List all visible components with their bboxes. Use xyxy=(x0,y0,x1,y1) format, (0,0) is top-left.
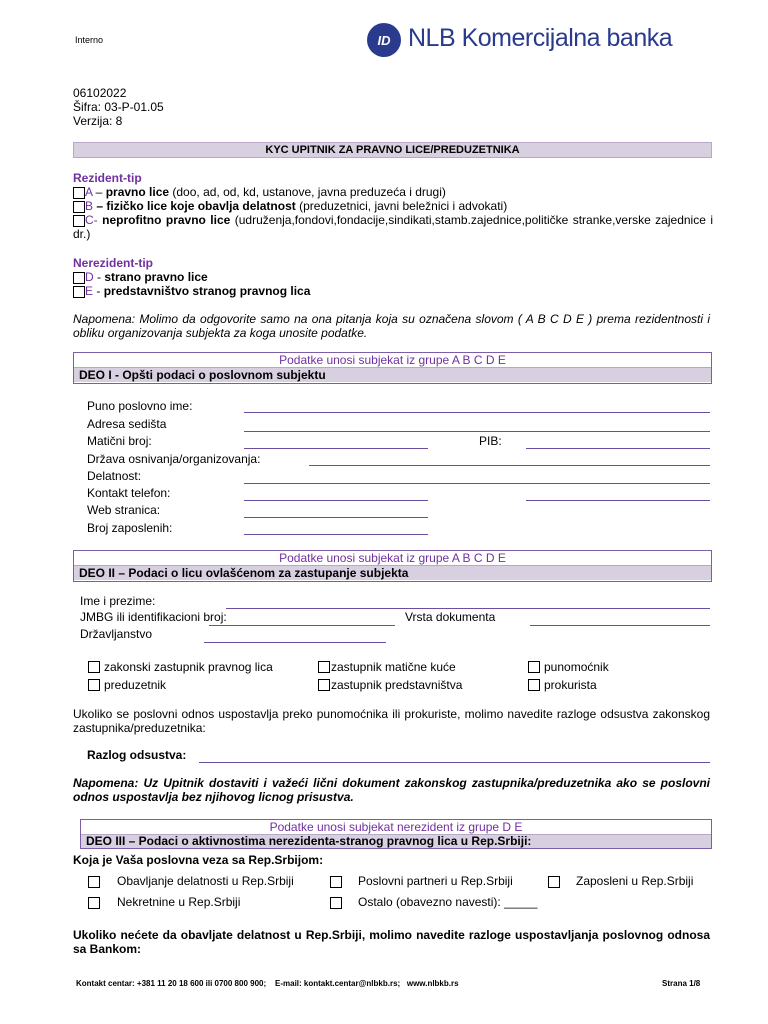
checkbox-c[interactable] xyxy=(73,215,85,227)
label-country: Država osnivanja/organizovanja: xyxy=(87,452,261,466)
checkbox-proxy[interactable] xyxy=(528,661,540,673)
note-respond: Napomena: Molimo da odgovorite samo na ona pitanja koja su označena slovom ( A B C D E ) prema rezidentnosti i obliku organizovanja subjekta za koga unosite podatke. xyxy=(73,312,710,340)
label-absence-reason: Razlog odsustva: xyxy=(87,748,187,762)
section1-box xyxy=(73,352,712,384)
closing-question: Ukoliko nećete da obavljate delatnost u Rep.Srbiji, molimo navedite razloge uspostavljanja poslovnog odnosa sa Bankom: xyxy=(73,928,710,956)
input-person-name[interactable] xyxy=(226,608,710,609)
label-doc-type: Vrsta dokumenta xyxy=(405,610,496,624)
form-title: KYC UPITNIK ZA PRAVNO LICE/PREDUZETNIKA xyxy=(73,142,712,158)
label-phone: Kontakt telefon: xyxy=(87,486,171,500)
label-partners-serbia: Poslovni partneri u Rep.Srbiji xyxy=(358,874,513,888)
input-employees[interactable] xyxy=(244,534,428,535)
bank-name: NLB Komercijalna banka xyxy=(408,24,673,52)
doc-date: 06102022 xyxy=(73,86,127,100)
nonresident-option-e[interactable]: E - predstavništvo stranog pravnog lica xyxy=(73,284,310,298)
svg-text:ID: ID xyxy=(377,33,391,48)
business-link-question: Koja je Vaša poslovna veza sa Rep.Srbijom: xyxy=(73,853,324,867)
section3-title: DEO III – Podaci o aktivnostima nerezidenta-stranog pravnog lica u Rep.Srbiji: xyxy=(81,834,711,848)
checkbox-office-rep[interactable] xyxy=(318,679,330,691)
label-legal-rep: zakonski zastupnik pravnog lica xyxy=(104,660,273,674)
nlb-logo-icon xyxy=(366,22,402,58)
input-company-name[interactable] xyxy=(244,412,710,413)
absence-instructions: Ukoliko se poslovni odnos uspostavlja preko punomoćnika ili prokuriste, molimo navedite razloge odsustva zakonskog zastupnika/preduzetnika: xyxy=(73,707,710,735)
checkbox-d[interactable] xyxy=(73,272,85,284)
label-office-rep: zastupnik predstavništva xyxy=(331,678,463,692)
resident-heading: Rezident-tip xyxy=(73,171,142,185)
doc-code: Šifra: 03-P-01.05 xyxy=(73,100,164,114)
input-address[interactable] xyxy=(244,431,710,432)
checkbox-employees-serbia[interactable] xyxy=(548,876,560,888)
checkbox-entrepreneur[interactable] xyxy=(88,679,100,691)
label-web: Web stranica: xyxy=(87,503,161,517)
checkbox-e[interactable] xyxy=(73,286,85,298)
label-employees: Broj zaposlenih: xyxy=(87,521,173,535)
input-citizenship[interactable] xyxy=(204,642,386,643)
label-proxy: punomoćnik xyxy=(544,660,609,674)
checkbox-other[interactable] xyxy=(330,897,342,909)
label-regno: Matični broj: xyxy=(87,434,152,448)
nonresident-heading: Nerezident-tip xyxy=(73,256,154,270)
checkbox-b[interactable] xyxy=(73,201,85,213)
label-person-name: Ime i prezime: xyxy=(80,594,156,608)
label-procurator: prokurista xyxy=(544,678,597,692)
label-other: Ostalo (obavezno navesti): _____ xyxy=(358,895,538,909)
section3-box xyxy=(80,819,712,849)
checkbox-partners-serbia[interactable] xyxy=(330,876,342,888)
label-citizenship: Državljanstvo xyxy=(80,627,153,641)
label-jmbg: JMBG ili identifikacioni broj: xyxy=(80,610,227,624)
label-address: Adresa sedišta xyxy=(87,417,167,431)
input-pib[interactable] xyxy=(526,448,710,449)
input-activity[interactable] xyxy=(244,483,710,484)
checkbox-legal-rep[interactable] xyxy=(88,661,100,673)
input-phone[interactable] xyxy=(244,500,428,501)
input-jmbg[interactable] xyxy=(209,625,395,626)
resident-option-a[interactable]: A – pravno lice (doo, ad, od, kd, ustanove, javna preduzeća i drugi) xyxy=(73,185,713,199)
note-documents: Napomena: Uz Upitnik dostaviti i važeći lični dokument zakonskog zastupnika/preduzetnika ako se poslovni odnos uspostavlja bez njihovog licnog prisustva. xyxy=(73,776,710,804)
section3-group: Podatke unosi subjekat nerezident iz grupe D E xyxy=(269,820,523,834)
bank-logo xyxy=(366,22,696,58)
label-company-name: Puno poslovno ime: xyxy=(87,399,193,413)
section1-title: DEO I - Opšti podaci o poslovnom subjektu xyxy=(74,367,711,382)
classification-label: Interno xyxy=(75,35,104,45)
checkbox-parent-rep[interactable] xyxy=(318,661,330,673)
section2-group: Podatke unosi subjekat iz grupe A B C D E xyxy=(279,551,506,565)
label-pib: PIB: xyxy=(479,434,502,448)
label-employees-serbia: Zaposleni u Rep.Srbiji xyxy=(576,874,694,888)
input-phone-2[interactable] xyxy=(526,500,710,501)
resident-option-b[interactable]: B – fizičko lice koje obavlja delatnost (preduzetnici, javni beležnici i advokati) xyxy=(73,199,713,213)
checkbox-a[interactable] xyxy=(73,187,85,199)
label-activity: Delatnost: xyxy=(87,469,142,483)
resident-option-c[interactable]: C- neprofitno pravno lice (udruženja,fondovi,fondacije,sindikati,stamb.zajednice,političke stranke,verske zajednice i dr.) xyxy=(73,213,713,241)
input-web[interactable] xyxy=(244,517,428,518)
nonresident-option-d[interactable]: D - strano pravno lice xyxy=(73,270,208,284)
section1-group: Podatke unosi subjekat iz grupe A B C D E xyxy=(279,353,506,367)
section2-title: DEO II – Podaci o licu ovlašćenom za zastupanje subjekta xyxy=(74,565,711,580)
doc-version: Verzija: 8 xyxy=(73,114,123,128)
input-country[interactable] xyxy=(309,465,710,466)
checkbox-realestate-serbia[interactable] xyxy=(88,897,100,909)
input-absence-reason[interactable] xyxy=(199,762,710,763)
input-regno[interactable] xyxy=(244,448,428,449)
label-realestate-serbia: Nekretnine u Rep.Srbiji xyxy=(117,895,241,909)
label-entrepreneur: preduzetnik xyxy=(104,678,167,692)
checkbox-procurator[interactable] xyxy=(528,679,540,691)
footer-contact: Kontakt centar: +381 11 20 18 600 ili 0700 800 900; E-mail: kontakt.centar@nlbkb.rs; www.nlbkb.rs xyxy=(76,979,459,988)
checkbox-activity-serbia[interactable] xyxy=(88,876,100,888)
section2-box xyxy=(73,550,712,582)
label-parent-rep: zastupnik matične kuće xyxy=(331,660,456,674)
footer-page: Strana 1/8 xyxy=(662,979,701,988)
label-activity-serbia: Obavljanje delatnosti u Rep.Srbiji xyxy=(117,874,294,888)
input-doc-type[interactable] xyxy=(530,625,710,626)
